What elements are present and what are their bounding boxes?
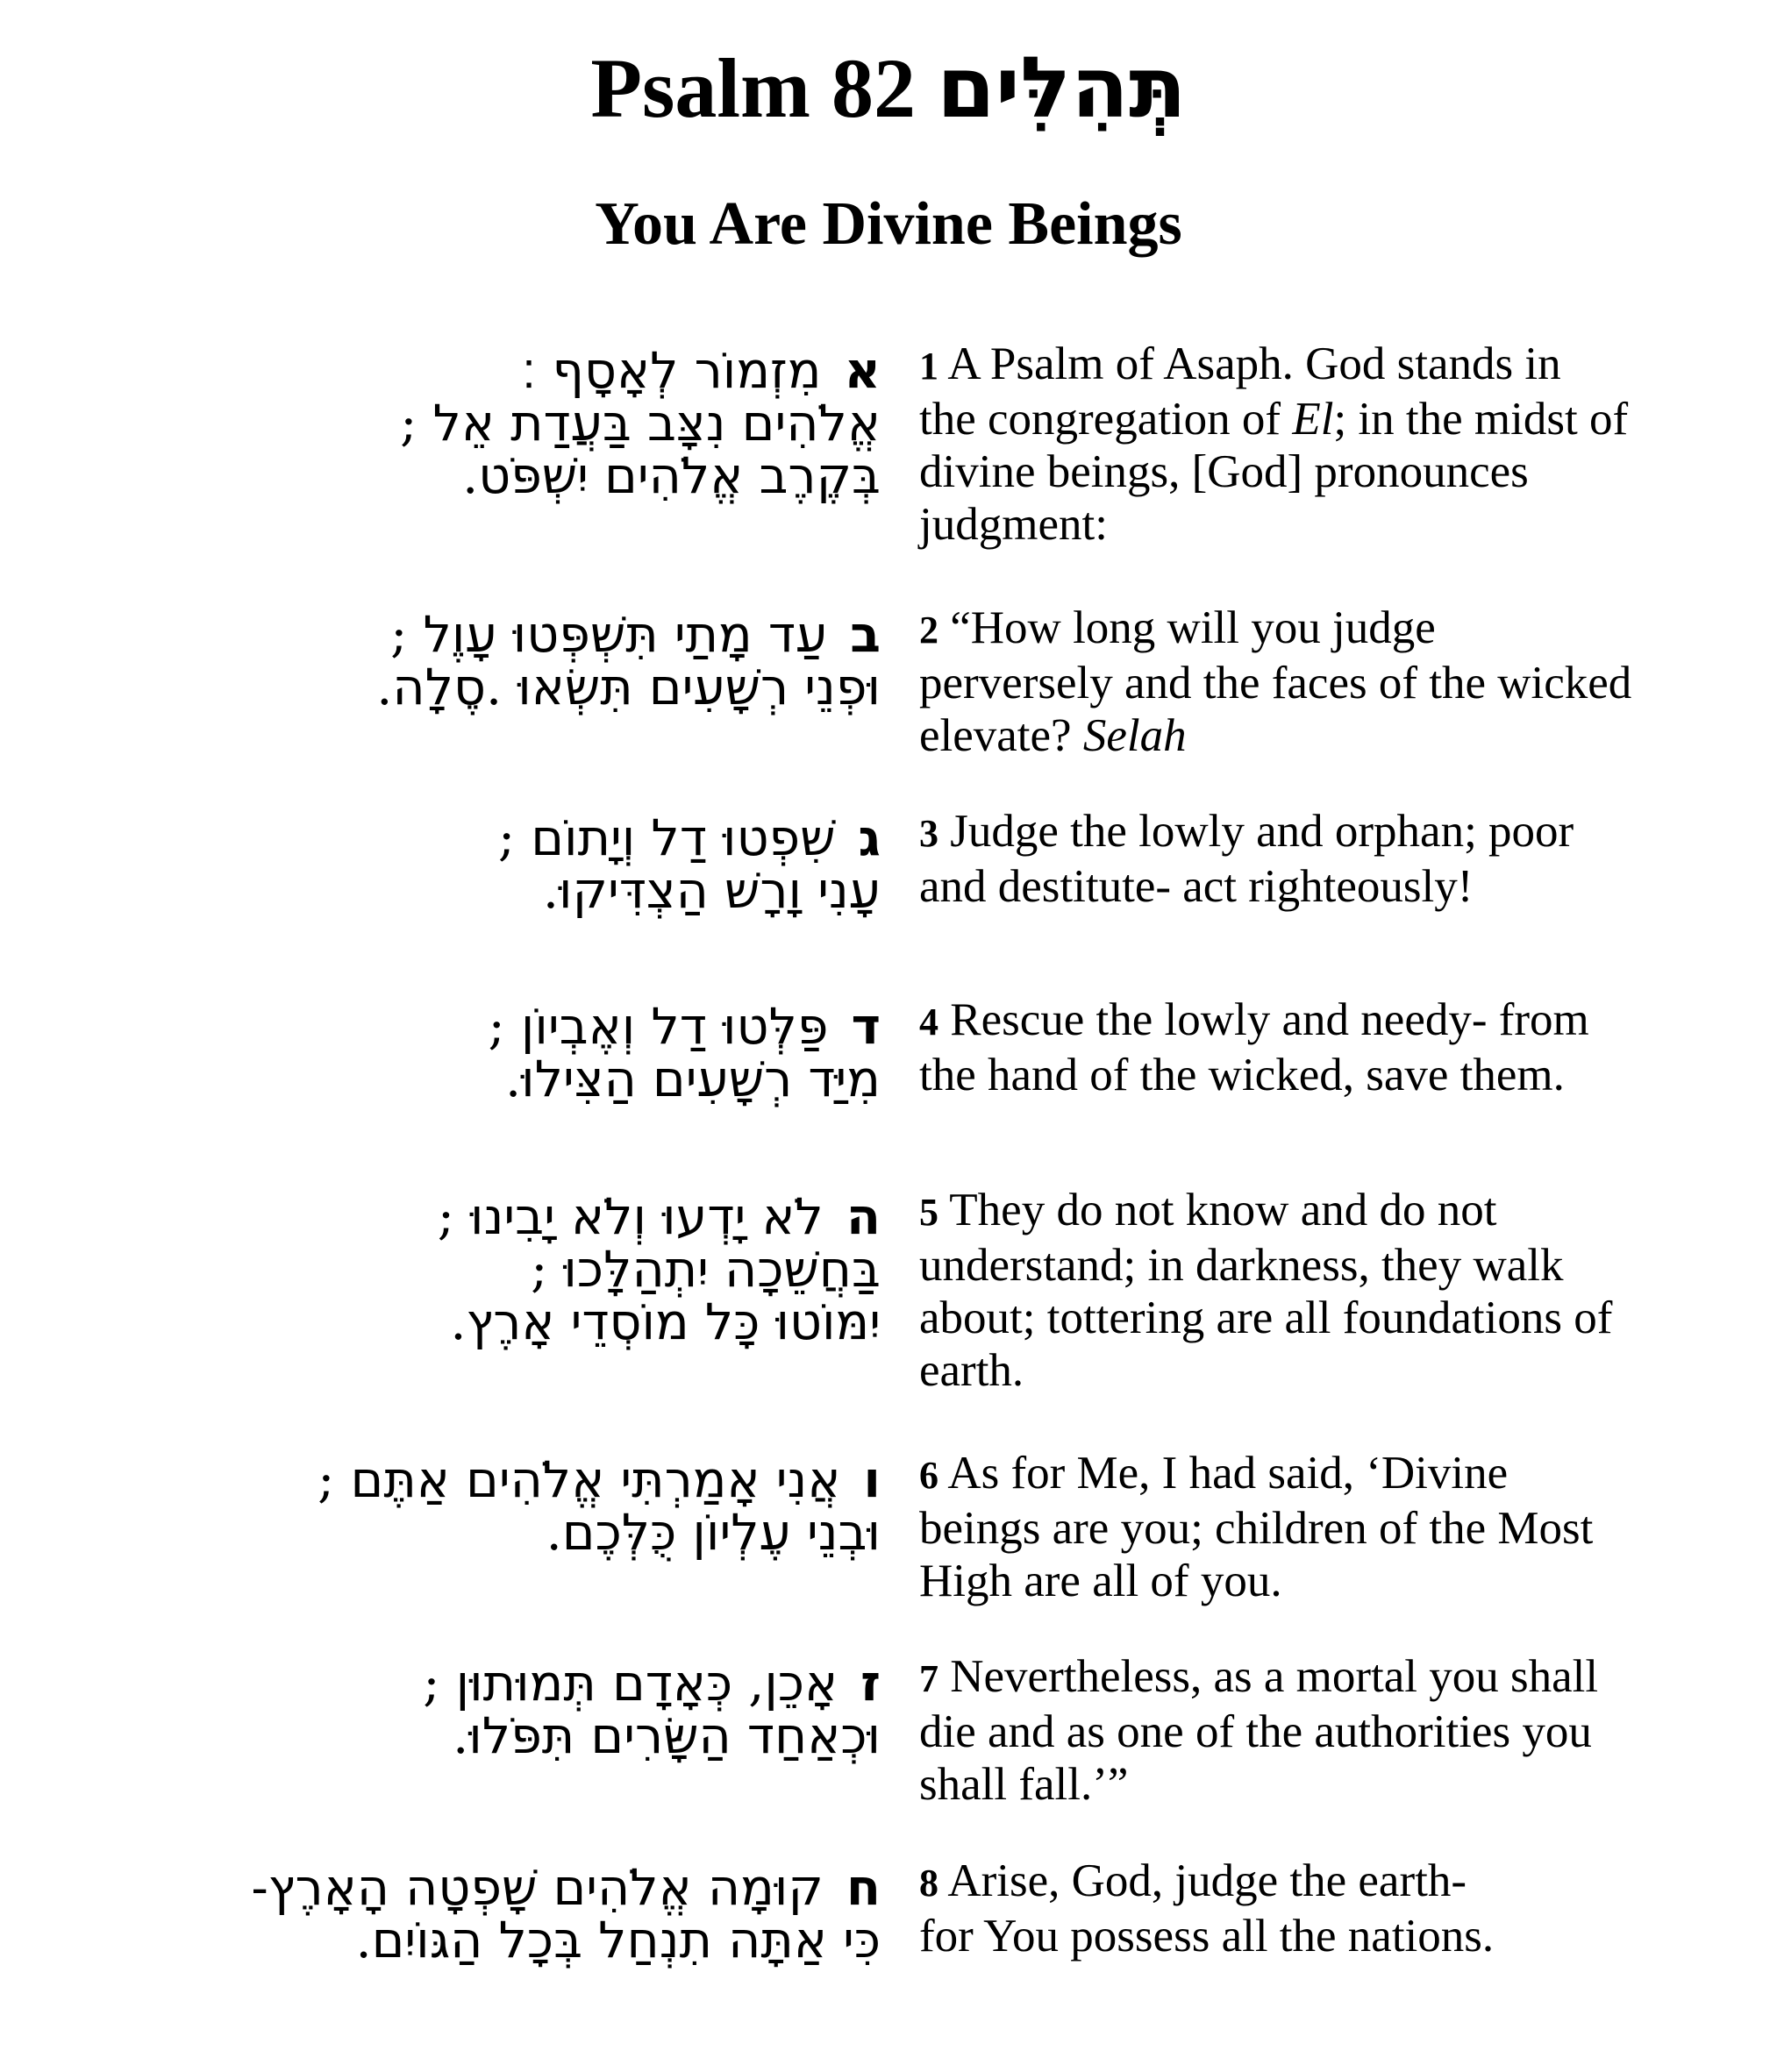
hebrew-line: וּפְנֵי רְשָׁעִים תִּשְׂאוּ .סֶלָה.	[376, 659, 881, 716]
verse-1-hebrew	[39, 342, 881, 505]
hebrew-line: וּכְאַחַד הַשָּׂרִים תִּפֹּלוּ.	[453, 1707, 881, 1765]
verse-3-english	[919, 805, 1761, 913]
hebrew-line: יִמּוֹטוּ כָּל מוֹסְדֵי אָרֶץ.	[450, 1293, 881, 1351]
english-line: 7 Nevertheless, as a mortal you shall	[919, 1651, 1599, 1702]
verse-number: 7	[919, 1657, 938, 1700]
english-line: beings are you; children of the Most	[919, 1503, 1594, 1554]
english-line: elevate? Selah	[919, 710, 1187, 761]
verse-6-hebrew	[39, 1451, 881, 1562]
verse-number: 3	[919, 812, 938, 855]
hebrew-line: מִיַּד רְשָׁעִים הַצִּילוּ.	[504, 1050, 881, 1108]
hebrew-line: אֱלֹהִים נִצָּב בַּעֲדַת אֵל ;	[400, 395, 881, 452]
verse-letter: ה	[846, 1188, 881, 1246]
verse-5-english	[919, 1184, 1761, 1397]
hebrew-line: בַּחֲשֵׁכָה יִתְהַלָּכוּ ;	[531, 1241, 881, 1299]
english-line: High are all of you.	[919, 1556, 1282, 1606]
english-line: 2 “How long will you judge	[919, 602, 1436, 653]
verse-3-hebrew	[39, 809, 881, 920]
page-subtitle: You Are Divine Beings	[595, 190, 1182, 258]
verse-letter: ד	[851, 998, 881, 1056]
verse-number: 1	[919, 345, 938, 388]
verse-8-hebrew	[39, 1859, 881, 1969]
hebrew-line: אמִזְמוֹר לְאָסָף ׃	[521, 342, 881, 400]
verse-5-hebrew	[39, 1188, 881, 1351]
verse-letter: ח	[846, 1859, 881, 1917]
verse-number: 5	[919, 1191, 938, 1234]
selah-italic: Selah	[1082, 710, 1187, 761]
hebrew-line: דפַּלְּטוּ דַל וְאֶבְיוֹן ;	[488, 998, 881, 1056]
verse-number: 6	[919, 1454, 938, 1497]
el-italic: El	[1292, 394, 1334, 445]
verse-number: 2	[919, 609, 938, 652]
verse-letter: ז	[860, 1655, 881, 1712]
verse-8-english	[919, 1855, 1761, 1962]
hebrew-line: חקוּמָה אֱלֹהִים שָׁפְטָה הָאָרֶץ-	[251, 1859, 881, 1917]
english-line: divine beings, [God] pronounces	[919, 446, 1529, 497]
english-line: and destitute- act righteously!	[919, 861, 1474, 912]
verse-number: 8	[919, 1862, 938, 1905]
verse-letter: ו	[863, 1451, 881, 1509]
hebrew-line: בעַד מָתַי תִּשְׁפְּטוּ עָוֶל ;	[390, 606, 881, 664]
english-line: 1 A Psalm of Asaph. God stands in	[919, 338, 1561, 389]
verse-4-english	[919, 993, 1761, 1101]
verse-letter: ג	[858, 809, 881, 867]
page-title	[0, 35, 1777, 141]
english-line: 4 Rescue the lowly and needy- from	[919, 994, 1589, 1045]
english-line: shall fall.’”	[919, 1759, 1129, 1810]
verse-7-hebrew	[39, 1655, 881, 1765]
english-line: perversely and the faces of the wicked	[919, 658, 1632, 708]
english-line: 8 Arise, God, judge the earth-	[919, 1855, 1467, 1906]
english-line: 6 As for Me, I had said, ‘Divine	[919, 1448, 1509, 1499]
hebrew-line: הלֹא יָדְעוּ וְלֹא יָבִינוּ ;	[437, 1188, 881, 1246]
hebrew-line: עָנִי וָרָשׁ הַצְדִּיקוּ.	[542, 862, 881, 920]
hebrew-line: בְּקֶרֶב אֱלֹהִים יִשְׁפֹּט.	[462, 447, 881, 505]
english-line: earth.	[919, 1345, 1024, 1396]
verse-2-english	[919, 602, 1761, 762]
english-line: for You possess all the nations.	[919, 1911, 1495, 1962]
verse-7-english	[919, 1650, 1761, 1811]
english-line: the hand of the wicked, save them.	[919, 1050, 1565, 1100]
english-line: about; tottering are all foundations of	[919, 1292, 1613, 1343]
hebrew-line: וּבְנֵי עֶלְיוֹן כֻּלְּכֶם.	[546, 1504, 881, 1562]
english-line: die and as one of the authorities you	[919, 1706, 1592, 1757]
title-hebrew: תְּהִלִּים	[936, 39, 1187, 137]
english-line: the congregation of El; in the midst of	[919, 394, 1629, 445]
hebrew-line: ואֲנִי אָמַרְתִּי אֱלֹהִים אַתֶּם ;	[318, 1451, 881, 1509]
verse-4-hebrew	[39, 1000, 881, 1106]
verse-6-english	[919, 1447, 1761, 1607]
hebrew-line: גשִׁפְטוּ דַל וְיָתוֹם ;	[497, 809, 881, 867]
english-line: judgment:	[919, 499, 1108, 550]
verse-1-english	[919, 338, 1761, 551]
verse-letter: ב	[850, 606, 881, 664]
verse-number: 4	[919, 1000, 938, 1043]
english-line: 3 Judge the lowly and orphan; poor	[919, 806, 1574, 857]
title-english: Psalm 82	[590, 41, 916, 135]
hebrew-line: זאָכֵן, כְּאָדָם תְּמוּתוּן ;	[423, 1655, 881, 1712]
english-line: 5 They do not know and do not	[919, 1185, 1497, 1235]
hebrew-line: כִּי אַתָּה תִנְחַל בְּכָל הַגּוֹיִם.	[355, 1912, 881, 1969]
english-line: understand; in darkness, they walk	[919, 1240, 1564, 1291]
verse-letter: א	[844, 342, 881, 400]
verse-2-hebrew	[39, 606, 881, 716]
